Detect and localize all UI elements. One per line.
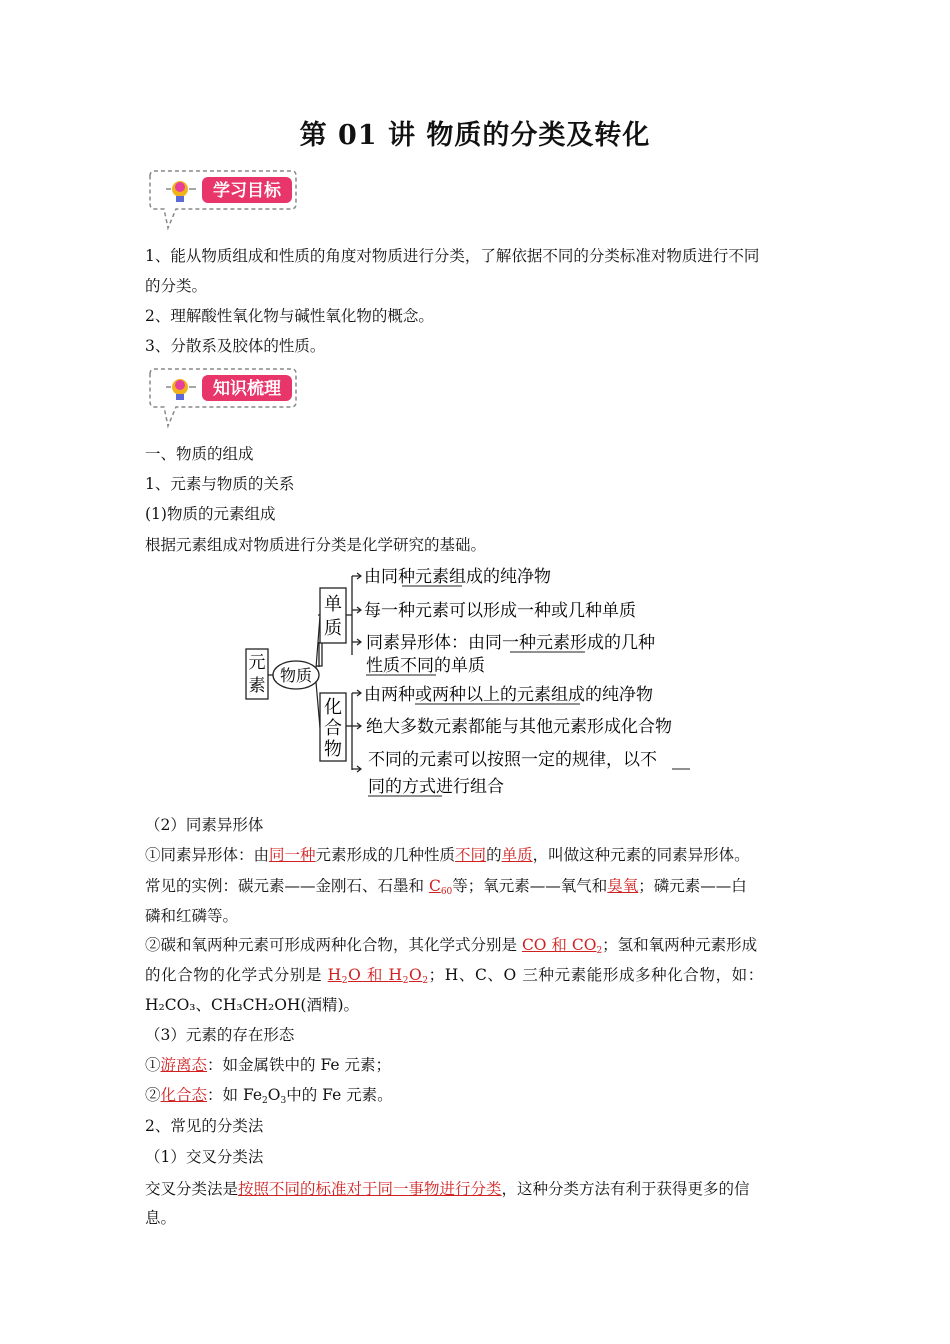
- text-run: ，这种分类方法有利于获得更多的信: [501, 1180, 750, 1198]
- answer-co-co2: [522, 936, 602, 954]
- text-run: H: [327, 966, 342, 984]
- text-run: O 和 H: [348, 966, 403, 984]
- text-run: 常见的实例：碳元素——金刚石、石墨和: [145, 877, 429, 895]
- allotrope-heading: （2）同素异形体: [145, 816, 264, 834]
- text-run: 中的 Fe 元素。: [286, 1086, 393, 1104]
- text-run: ；氢和氧两种元素形成: [602, 936, 758, 954]
- root-char-2: 素: [248, 676, 266, 696]
- subscript: 2: [402, 976, 410, 986]
- answer-ozone: 臭氧: [607, 877, 639, 895]
- subscript: 3: [280, 1096, 287, 1106]
- subscript: 60: [440, 887, 453, 897]
- learning-goals-badge: [146, 168, 298, 232]
- text-run: CO 和 CO: [521, 936, 597, 954]
- compound-item-3: 不同的元素可以按照一定的规律，以不: [368, 750, 657, 770]
- answer-same-element: 同一种: [269, 846, 316, 864]
- text-run: 交叉分类法是: [145, 1180, 239, 1198]
- classify-line-2: 息。: [145, 1209, 177, 1227]
- classify-heading: 2、常见的分类法: [145, 1117, 264, 1135]
- goal-line-1: 1、能从物质组成和性质的角度对物质进行分类，了解依据不同的分类标准对物质进行不同: [145, 247, 760, 265]
- text-run: ①: [145, 1056, 161, 1074]
- text-run: ；磷元素——白: [638, 877, 747, 895]
- text-run: 的: [486, 846, 502, 864]
- classify-subheading: （1）交叉分类法: [145, 1148, 264, 1166]
- text-run: ：如金属铁中的 Fe 元素；: [207, 1056, 391, 1074]
- root-char-1: 元: [248, 653, 266, 673]
- knowledge-label: 知识梳理: [213, 379, 281, 399]
- goal-line-1-cont: 的分类。: [145, 277, 208, 295]
- text-run: C: [428, 877, 441, 895]
- answer-different: 不同: [455, 846, 487, 864]
- center-label: 物质: [279, 666, 313, 685]
- simple-item-3: 同素异形体：由同一种元素形成的几种: [366, 633, 655, 653]
- states-line-1: [145, 1050, 810, 1080]
- branch2-char-1: 化: [324, 697, 342, 718]
- text-run: ，叫做这种元素的同素异形体。: [532, 846, 750, 864]
- answer-combined-state: 化合态: [160, 1086, 208, 1104]
- subscript: 2: [422, 976, 429, 986]
- text-run: 元素形成的几种性质: [315, 846, 456, 864]
- branch2-char-2: 合: [324, 718, 342, 739]
- answer-free-state: 游离态: [160, 1056, 208, 1074]
- subscript: 2: [596, 946, 603, 956]
- text-run: ②: [145, 1086, 161, 1104]
- branch1-char-2: 质: [324, 618, 342, 639]
- branch1-char-1: 单: [324, 594, 342, 615]
- answer-cross-classification: 按照不同的标准对于同一事物进行分类: [238, 1180, 502, 1198]
- simple-item-4: 性质不同的单质: [366, 656, 485, 676]
- text-run: ①同素异形体：由: [145, 846, 270, 864]
- compound-item-4: 同的方式进行组合: [368, 777, 504, 797]
- page-title: 第 01 讲 物质的分类及转化: [299, 120, 651, 151]
- text-run: O: [409, 966, 423, 984]
- element-classification-diagram: [240, 560, 720, 805]
- classify-line-1: [145, 1174, 810, 1204]
- simple-item-1: 由同种元素组成的纯净物: [364, 567, 551, 587]
- answer-simple-substance: 单质: [501, 846, 533, 864]
- text-run: ；H、C、O 三种元素能形成多种化合物，如：: [428, 966, 764, 984]
- answer-c60: [429, 877, 452, 895]
- states-heading: （3）元素的存在形态: [145, 1026, 295, 1044]
- answer-h2o-h2o2: [328, 966, 429, 984]
- allotrope-line-6: H₂CO₃、CH₃CH₂OH(酒精)。: [145, 996, 360, 1014]
- knowledge-badge: [146, 366, 298, 430]
- text-run: O: [267, 1086, 281, 1104]
- allotrope-line-3: 磷和红磷等。: [145, 907, 239, 925]
- subsection-heading: 1、元素与物质的关系: [145, 475, 295, 493]
- subscript: 2: [262, 1096, 268, 1106]
- text-run: 等；氧元素——氧气和: [452, 877, 608, 895]
- goal-line-2: 2、理解酸性氧化物与碱性氧化物的概念。: [145, 307, 434, 325]
- subsubsection-heading: (1)物质的元素组成: [145, 505, 276, 523]
- intro-text: 根据元素组成对物质进行分类是化学研究的基础。: [145, 536, 487, 554]
- text-run: ②碳和氧两种元素可形成两种化合物，其化学式分别是: [145, 936, 522, 954]
- section-heading: 一、物质的组成: [145, 445, 254, 463]
- simple-item-2: 每一种元素可以形成一种或几种单质: [364, 601, 636, 621]
- learning-goals-label: 学习目标: [213, 181, 281, 201]
- subscript: 2: [341, 976, 349, 986]
- compound-item-2: 绝大多数元素都能与其他元素形成化合物: [366, 717, 672, 737]
- text-run: 的化合物的化学式分别是: [145, 966, 328, 984]
- goal-line-3: 3、分散系及胶体的性质。: [145, 337, 326, 355]
- compound-item-1: 由两种或两种以上的元素组成的纯净物: [364, 685, 653, 705]
- branch2-char-3: 物: [324, 739, 342, 760]
- allotrope-line-1: [145, 840, 810, 870]
- text-run: ：如 Fe: [207, 1086, 263, 1104]
